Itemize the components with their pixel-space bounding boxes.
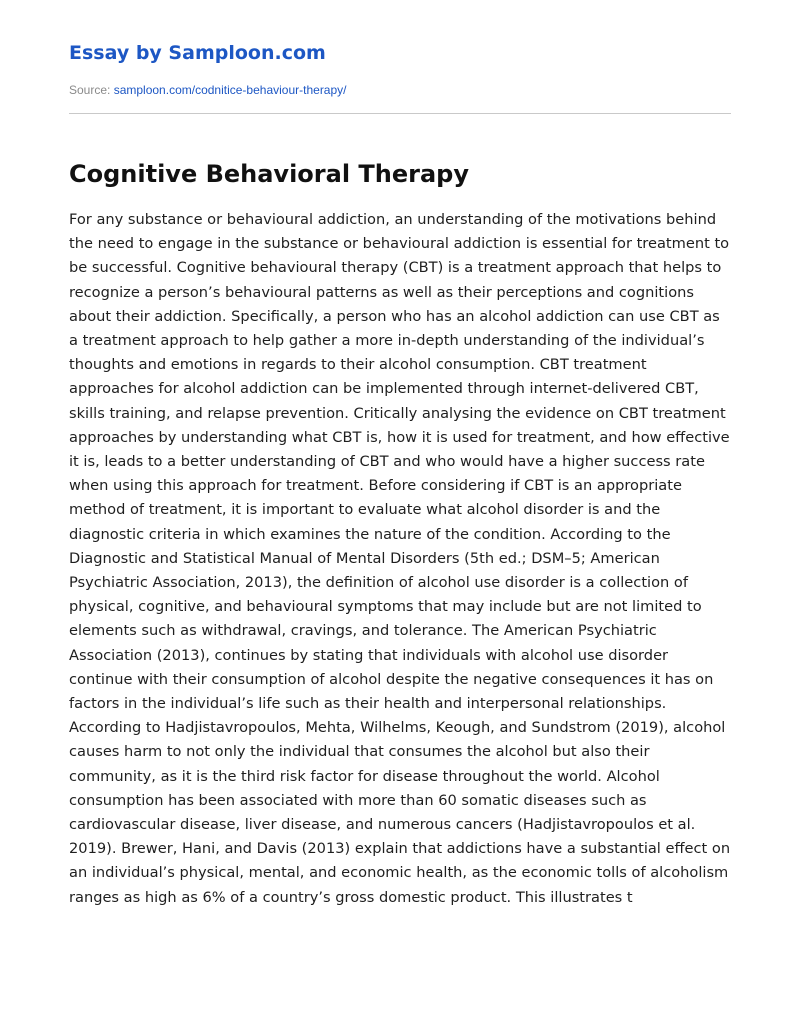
article-body: For any substance or behavioural addiction, an understanding of the motivations behind the need to engage in the substance or behavioural addiction is essential for treatment to be successful. Cognitive behavioural therapy (CBT) is a treatment approach that helps to recognize a person’s behavioural patterns as well as their perceptions and cognitions about their addiction. Specifically, a person who has an alcohol addiction can use CBT as a treatment approach to help gather a more in-depth understanding of the individual’s thoughts and emotions in regards to their alcohol consumption. CBT treatment approaches for alcohol addiction can be implemented through internet-delivered CBT, skills training, and relapse prevention. Critically analysing the evidence on CBT treatment approaches by understanding what CBT is, how it is used for treatment, and how effective it is, leads to a better understanding of CBT and who would have a higher success rate when using this approach for treatment. Before considering if CBT is an appropriate method of treatment, it is important to evaluate what alcohol disorder is and the diagnostic criteria in which examines the nature of the condition. According to the Diagnostic and Statistical Manual of Mental Disorders (5th ed.; DSM–5; American Psychiatric Association, 2013), the definition of alcohol use disorder is a collection of physical, cognitive, and behavioural symptoms that may include but are not limited to elements such as withdrawal, cravings, and tolerance. The American Psychiatric Association (2013), continues by stating that individuals with alcohol use disorder continue with their consumption of alcohol despite the negative consequences it has on factors in the individual’s life such as their health and interpersonal relationships. According to Hadjistavropoulos, Mehta, Wilhelms, Keough, and Sundstrom (2019), alcohol causes harm to not only the individual that consumes the alcohol but also their community, as it is the third risk factor for disease throughout the world. Alcohol consumption has been associated with more than 60 somatic diseases such as cardiovascular disease, liver disease, and numerous cancers (Hadjistavropoulos et al. 2019). Brewer, Hani, and Davis (2013) explain that addictions have a substantial effect on an individual’s physical, mental, and economic health, as the economic tolls of alcoholism ranges as high as 6% of a country’s gross domestic product. This illustrates t [69, 211, 731, 906]
header-divider [69, 113, 731, 114]
source-link[interactable]: samploon.com/codnitice-behaviour-therapy/ [113, 83, 347, 97]
brand-title[interactable]: Essay by Samploon.com [69, 42, 326, 64]
page-header [69, 40, 731, 98]
source-line [69, 82, 731, 98]
source-label: Source: [69, 83, 111, 97]
article-title: Cognitive Behavioral Therapy [69, 160, 469, 188]
